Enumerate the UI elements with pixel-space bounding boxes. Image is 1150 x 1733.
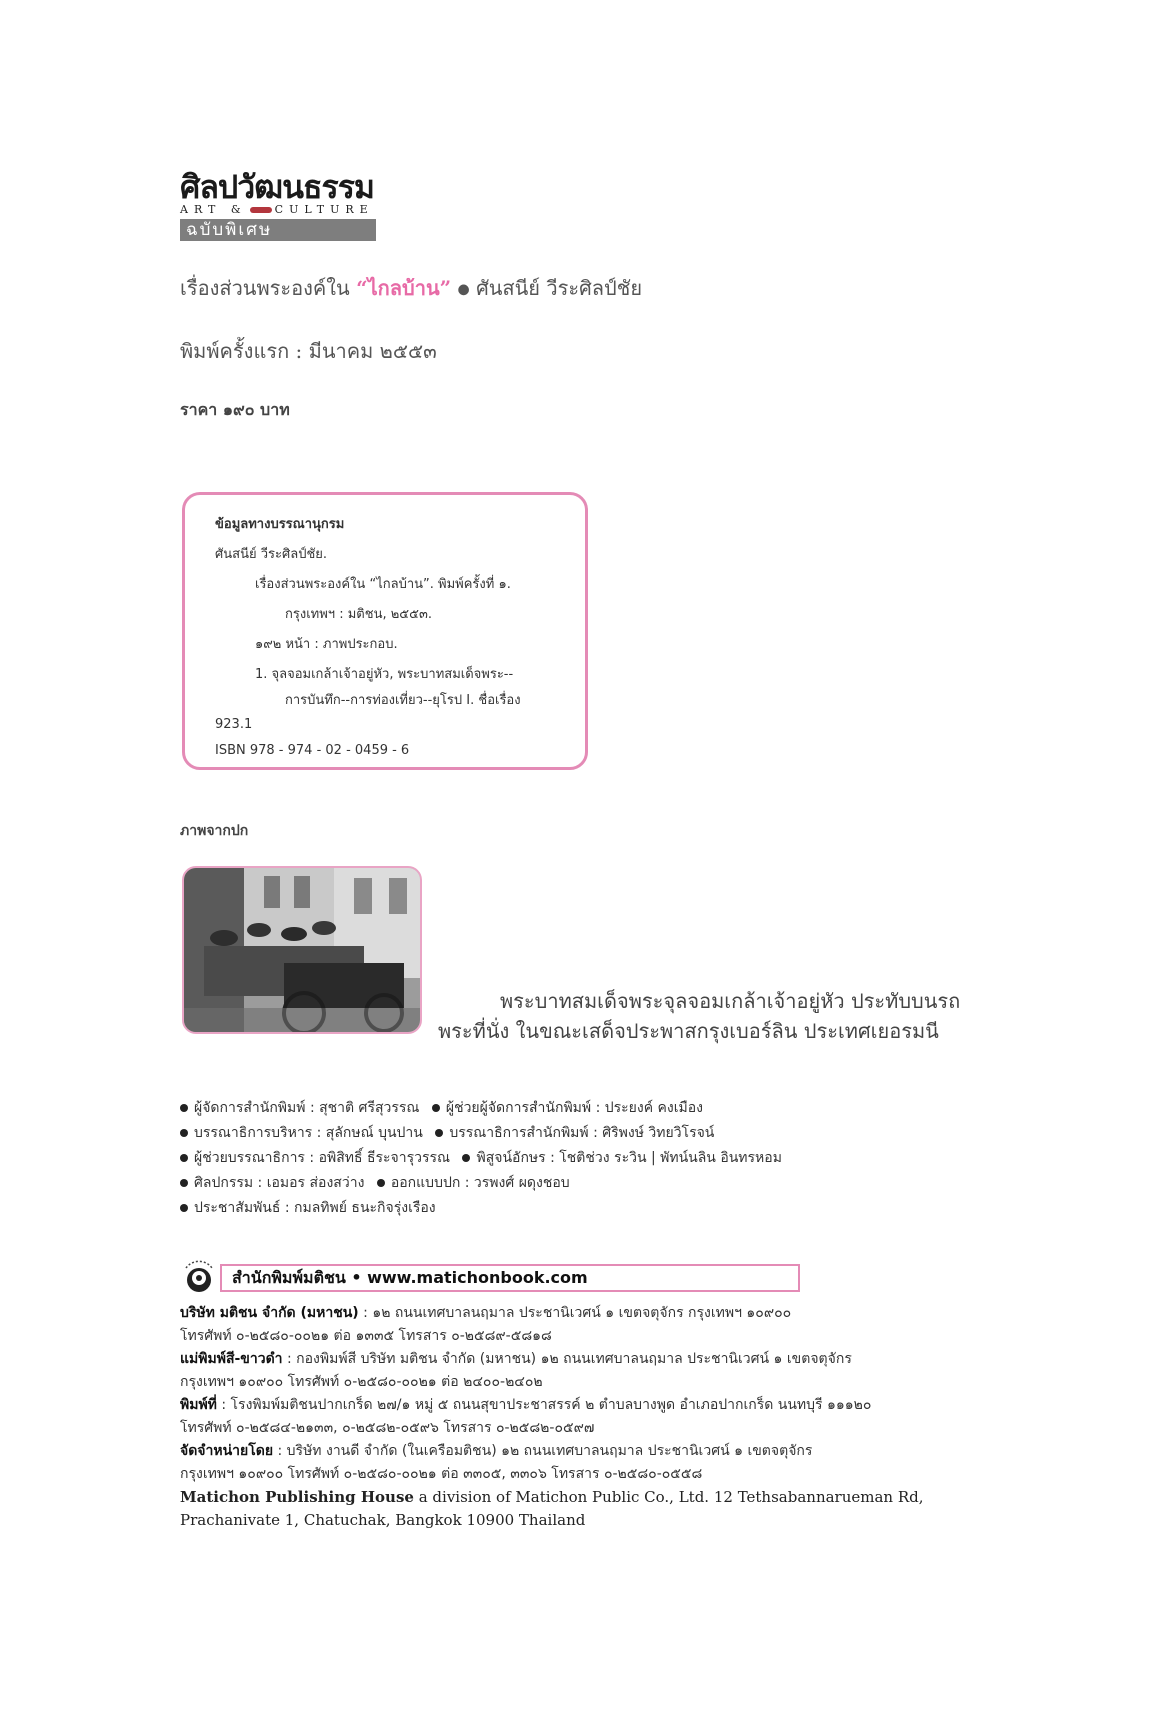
bullet-separator: ● bbox=[457, 281, 470, 298]
catalog-isbn: ISBN 978 - 974 - 02 - 0459 - 6 bbox=[215, 743, 410, 758]
bullet-icon bbox=[462, 1154, 470, 1162]
book-title-highlight: “ไกลบ้าน” bbox=[356, 276, 452, 300]
book-author: ศันสนีย์ วีระศิลป์ชัย bbox=[476, 276, 643, 300]
cover-caption-line-2: พระที่นั่ง ในขณะเสด็จประพาสกรุงเบอร์ลิน ประเทศเยอรมนี bbox=[438, 1019, 939, 1043]
plate-label: แม่พิมพ์สี-ขาวดำ bbox=[180, 1351, 283, 1367]
staff-entry: บรรณาธิการบริหาร : สุลักษณ์ บุนปาน bbox=[194, 1125, 423, 1141]
company-text: : ๑๒ ถนนเทศบาลนฤมาล ประชานิเวศน์ ๑ เขตจตุจักร กรุงเทพฯ ๑๐๙๐๐ bbox=[358, 1305, 792, 1321]
plate-line bbox=[180, 1348, 1140, 1371]
logo-subtitle-right: CULTURE bbox=[274, 203, 374, 216]
logo-subtitle-left: ART & bbox=[180, 203, 247, 216]
staff-entry: ประชาสัมพันธ์ : กมลทิพย์ ธนะกิจรุ่งเรือง bbox=[194, 1200, 436, 1216]
company-label: บริษัท มติชน จำกัด (มหาชน) bbox=[180, 1305, 359, 1321]
english-address-1: a division of Matichon Public Co., Ltd. 12 Tethsabannarueman Rd, bbox=[413, 1488, 924, 1506]
cover-caption-line-1: พระบาทสมเด็จพระจุลจอมเกล้าเจ้าอยู่หัว ประทับบนรถ bbox=[500, 989, 961, 1013]
cover-label: ภาพจากปก bbox=[180, 823, 249, 839]
staff-entry: ผู้ช่วยผู้จัดการสำนักพิมพ์ : ประยงค์ คงเมือง bbox=[445, 1100, 703, 1116]
magazine-logo bbox=[180, 170, 380, 241]
bullet-icon bbox=[180, 1179, 188, 1187]
bullet-icon bbox=[377, 1179, 385, 1187]
bullet-icon bbox=[180, 1129, 188, 1137]
logo-title: ศิลปวัฒนธรรม bbox=[180, 168, 374, 206]
catalog-author: ศันสนีย์ วีระศิลป์ชัย. bbox=[215, 547, 328, 562]
staff-entry: ออกแบบปก : วรพงศ์ ผดุงชอบ bbox=[390, 1175, 570, 1191]
catalog-box bbox=[182, 492, 588, 770]
print-text: : โรงพิมพ์มติชนปากเกร็ด ๒๗/๑ หมู่ ๕ ถนนสุขาประชาสรรค์ ๒ ตำบลบางพูด อำเภอปากเกร็ด นนทบุรี ๑๑๑๒๐ bbox=[216, 1397, 872, 1413]
plate-line-2: กรุงเทพฯ ๑๐๙๐๐ โทรศัพท์ ๐-๒๕๘๐-๐๐๒๑ ต่อ ๒๔๐๐-๒๔๐๒ bbox=[180, 1374, 543, 1390]
bullet-icon bbox=[180, 1154, 188, 1162]
staff-entry: ผู้ช่วยบรรณาธิการ : อพิสิทธิ์ ธีระจารุวรรณ bbox=[194, 1150, 451, 1166]
publisher-details bbox=[180, 1302, 1140, 1532]
publisher-logo-icon bbox=[180, 1258, 218, 1296]
staff-entry: ศิลปกรรม : เอมอร ส่องสว่าง bbox=[194, 1175, 365, 1191]
book-title-line bbox=[180, 272, 642, 304]
distribution-text: : บริษัท งานดี จำกัด (ในเครือมติชน) ๑๒ ถนนเทศบาลนฤมาล ประชานิเวศน์ ๑ เขตจตุจักร bbox=[273, 1443, 813, 1459]
catalog-subject-line-1: 1. จุลจอมเกล้าเจ้าอยู่หัว, พระบาทสมเด็จพระ-- bbox=[255, 667, 514, 682]
staff-entry: ผู้จัดการสำนักพิมพ์ : สุชาติ ศรีสุวรรณ bbox=[194, 1100, 420, 1116]
print-label: พิมพ์ที่ bbox=[180, 1397, 217, 1413]
book-title-prefix: เรื่องส่วนพระองค์ใน bbox=[180, 276, 350, 300]
logo-mark-icon bbox=[250, 207, 272, 213]
english-line-1 bbox=[180, 1486, 1140, 1509]
company-phone: โทรศัพท์ ๐-๒๕๘๐-๐๐๒๑ ต่อ ๑๓๓๕ โทรสาร ๐-๒๕๘๙-๕๘๑๘ bbox=[180, 1328, 552, 1344]
staff-row bbox=[180, 1096, 782, 1121]
catalog-classification: 923.1 bbox=[215, 717, 253, 732]
plate-text: : กองพิมพ์สี บริษัท มติชน จำกัด (มหาชน) ๑๒ ถนนเทศบาลนฤมาล ประชานิเวศน์ ๑ เขตจตุจักร bbox=[282, 1351, 852, 1367]
cover-photo bbox=[182, 866, 422, 1034]
logo-band: ฉบับพิเศษ bbox=[180, 219, 376, 241]
staff-entry: บรรณาธิการสำนักพิมพ์ : ศิริพงษ์ วิทยวิโรจน์ bbox=[449, 1125, 715, 1141]
bullet-icon bbox=[432, 1104, 440, 1112]
catalog-pages-line: ๑๙๒ หน้า : ภาพประกอบ. bbox=[255, 637, 398, 652]
staff-row bbox=[180, 1146, 782, 1171]
staff-list bbox=[180, 1096, 782, 1221]
print-line bbox=[180, 1394, 1140, 1417]
staff-entry: พิสูจน์อักษร : โชติช่วง ระวิน | พัทน์นลิน อินทรหอม bbox=[476, 1150, 782, 1166]
bullet-icon bbox=[180, 1104, 188, 1112]
distribution-label: จัดจำหน่ายโดย bbox=[180, 1443, 274, 1459]
bullet-icon bbox=[435, 1129, 443, 1137]
company-line bbox=[180, 1302, 1140, 1325]
staff-row bbox=[180, 1121, 782, 1146]
distribution-line-2: กรุงเทพฯ ๑๐๙๐๐ โทรศัพท์ ๐-๒๕๘๐-๐๐๒๑ ต่อ ๓๓๐๕, ๓๓๐๖ โทรสาร ๐-๒๕๘๐-๐๕๕๘ bbox=[180, 1466, 703, 1482]
catalog-publisher-line: กรุงเทพฯ : มติชน, ๒๕๕๓. bbox=[285, 607, 432, 622]
english-publisher-name: Matichon Publishing House bbox=[180, 1488, 414, 1506]
staff-row bbox=[180, 1196, 782, 1221]
distribution-line bbox=[180, 1440, 1140, 1463]
first-print-line: พิมพ์ครั้งแรก : มีนาคม ๒๕๕๓ bbox=[180, 339, 437, 363]
catalog-subject-line-2: การบันทึก--การท่องเที่ยว--ยุโรป I. ชื่อเรื่อง bbox=[285, 693, 521, 708]
catalog-title-line: เรื่องส่วนพระองค์ใน “ไกลบ้าน”. พิมพ์ครั้งที่ ๑. bbox=[255, 577, 511, 592]
staff-row bbox=[180, 1171, 782, 1196]
price-line: ราคา ๑๙๐ บาท bbox=[180, 400, 290, 419]
catalog-heading: ข้อมูลทางบรรณานุกรม bbox=[215, 517, 345, 532]
logo-subtitle bbox=[180, 204, 380, 216]
publisher-banner-text: สำนักพิมพ์มติชน • www.matichonbook.com bbox=[220, 1264, 800, 1292]
bullet-icon bbox=[180, 1204, 188, 1212]
print-phone: โทรศัพท์ ๐-๒๕๘๔-๒๑๓๓, ๐-๒๕๘๒-๐๕๙๖ โทรสาร ๐-๒๕๘๒-๐๕๙๗ bbox=[180, 1420, 595, 1436]
english-address-2: Prachanivate 1, Chatuchak, Bangkok 10900 Thailand bbox=[180, 1511, 586, 1529]
english-line-2 bbox=[180, 1509, 1140, 1532]
